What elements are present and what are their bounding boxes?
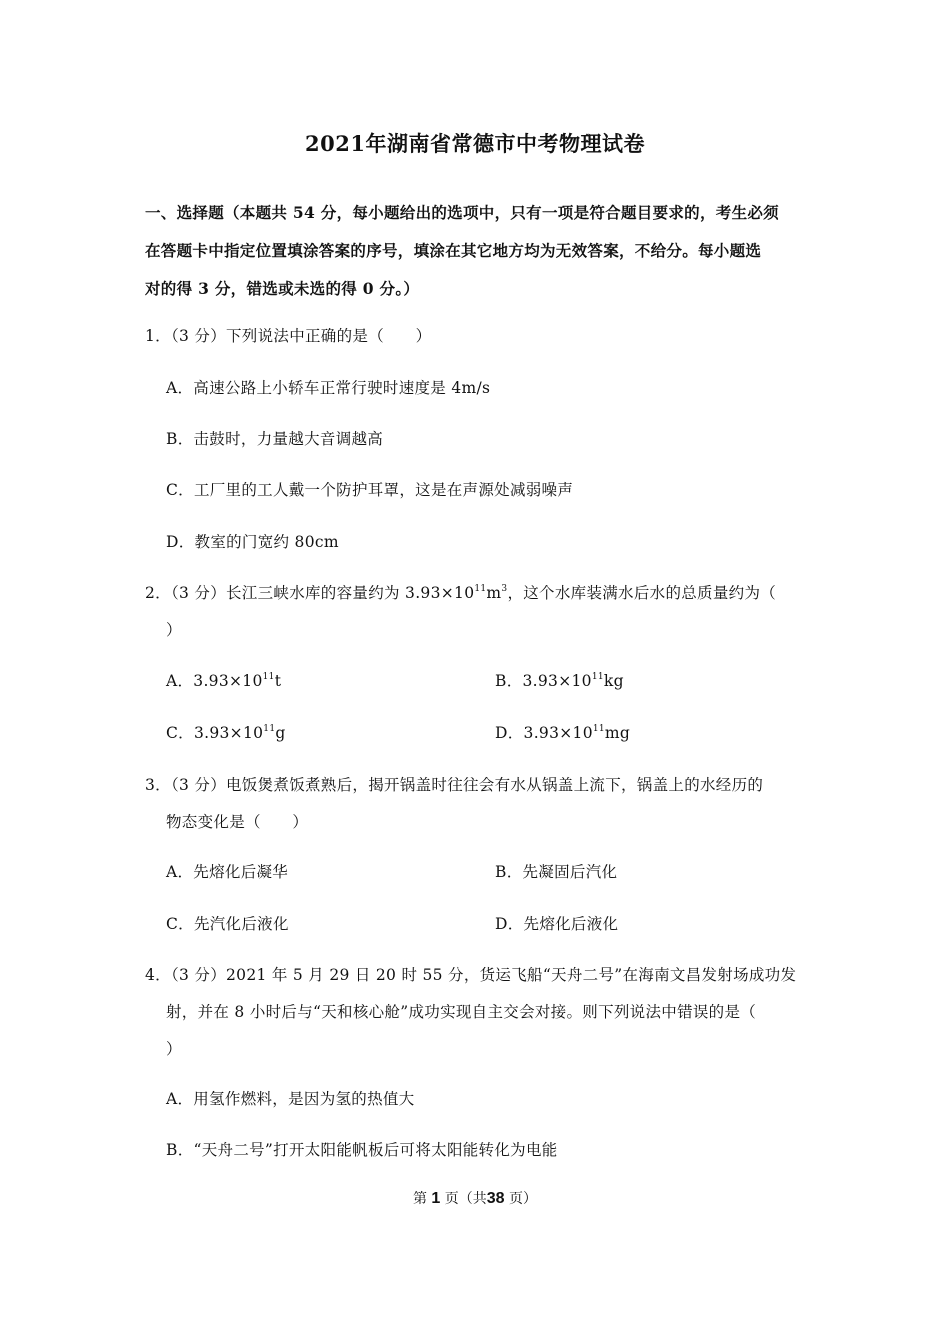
option-text: C．3.93×10 (166, 724, 264, 742)
unit: g (275, 724, 286, 742)
page-footer (0, 1188, 950, 1208)
question-4-option-b: B．“天舟二号”打开太阳能帆板后可将太阳能转化为电能 (166, 1141, 558, 1159)
exponent: 11 (262, 672, 275, 682)
question-1-option-b: B．击鼓时，力量越大音调越高 (166, 430, 384, 448)
total-pages: 38 (486, 1190, 505, 1207)
question-1-option-a: A．高速公路上小轿车正常行驶时速度是 4m/s (166, 379, 491, 397)
unit: kg (603, 672, 624, 690)
question-3-option-c: C．先汽化后液化 (166, 915, 289, 933)
exponent: 11 (591, 672, 604, 682)
question-1-stem: 1．（3 分）下列说法中正确的是（ ） (145, 327, 432, 345)
question-3-option-a: A．先熔化后凝华 (166, 863, 289, 881)
question-2-stem (145, 581, 776, 603)
page-title: 2021年湖南省常德市中考物理试卷 (305, 131, 645, 156)
question-3-stem: 3．（3 分）电饭煲煮饭煮熟后，揭开锅盖时往往会有水从锅盖上流下，锅盖上的水经历的 (145, 776, 764, 794)
exponent: 3 (501, 584, 508, 594)
question-2-option-c (166, 721, 286, 743)
question-3-stem-continued: 物态变化是（ ） (166, 813, 309, 831)
question-2-stem-continued: ） (166, 621, 182, 639)
question-4-option-a: A．用氢作燃料，是因为氢的热值大 (166, 1090, 415, 1108)
stem-text: ，这个水库装满水后水的总质量约为（ (507, 584, 777, 602)
page-number: 1 (431, 1190, 441, 1207)
exponent: 11 (592, 724, 605, 734)
option-text: A．3.93×10 (166, 672, 263, 690)
question-3-option-d: D．先熔化后液化 (495, 915, 619, 933)
question-1-option-c: C．工厂里的工人戴一个防护耳罩，这是在声源处减弱噪声 (166, 481, 574, 499)
footer-text: 页（共 (444, 1191, 487, 1207)
section-heading-line: 一、选择题（本题共 54 分，每小题给出的选项中，只有一项是符合题目要求的，考生必须 (145, 203, 779, 222)
question-2-option-b (495, 669, 624, 691)
question-3-option-b: B．先凝固后汽化 (495, 863, 618, 881)
footer-text: 页） (509, 1191, 538, 1207)
question-4-stem: 4．（3 分）2021 年 5 月 29 日 20 时 55 分，货运飞船“天舟二号”在海南文昌发射场成功发 (145, 966, 797, 984)
section-heading-line: 对的得 3 分，错选或未选的得 0 分。） (145, 279, 420, 298)
section-heading-line: 在答题卡中指定位置填涂答案的序号，填涂在其它地方均为无效答案，不给分。每小题选 (145, 241, 762, 260)
unit: t (274, 672, 282, 690)
question-2-option-d (495, 721, 630, 743)
exponent: 11 (263, 724, 276, 734)
footer-text: 第 (412, 1191, 427, 1207)
unit: m (486, 584, 502, 602)
question-2-option-a (166, 669, 281, 691)
exponent: 11 (474, 584, 487, 594)
unit: mg (604, 724, 631, 742)
stem-text: 2．（3 分）长江三峡水库的容量约为 3.93×10 (145, 584, 475, 602)
section-heading (145, 194, 810, 308)
question-4-stem-continued: ） (166, 1040, 182, 1058)
question-4-stem-continued: 射，并在 8 小时后与“天和核心舱”成功实现自主交会对接。则下列说法中错误的是（ (166, 1003, 757, 1021)
option-text: B．3.93×10 (495, 672, 592, 690)
option-text: D．3.93×10 (495, 724, 593, 742)
question-1-option-d: D．教室的门宽约 80cm (166, 533, 339, 551)
